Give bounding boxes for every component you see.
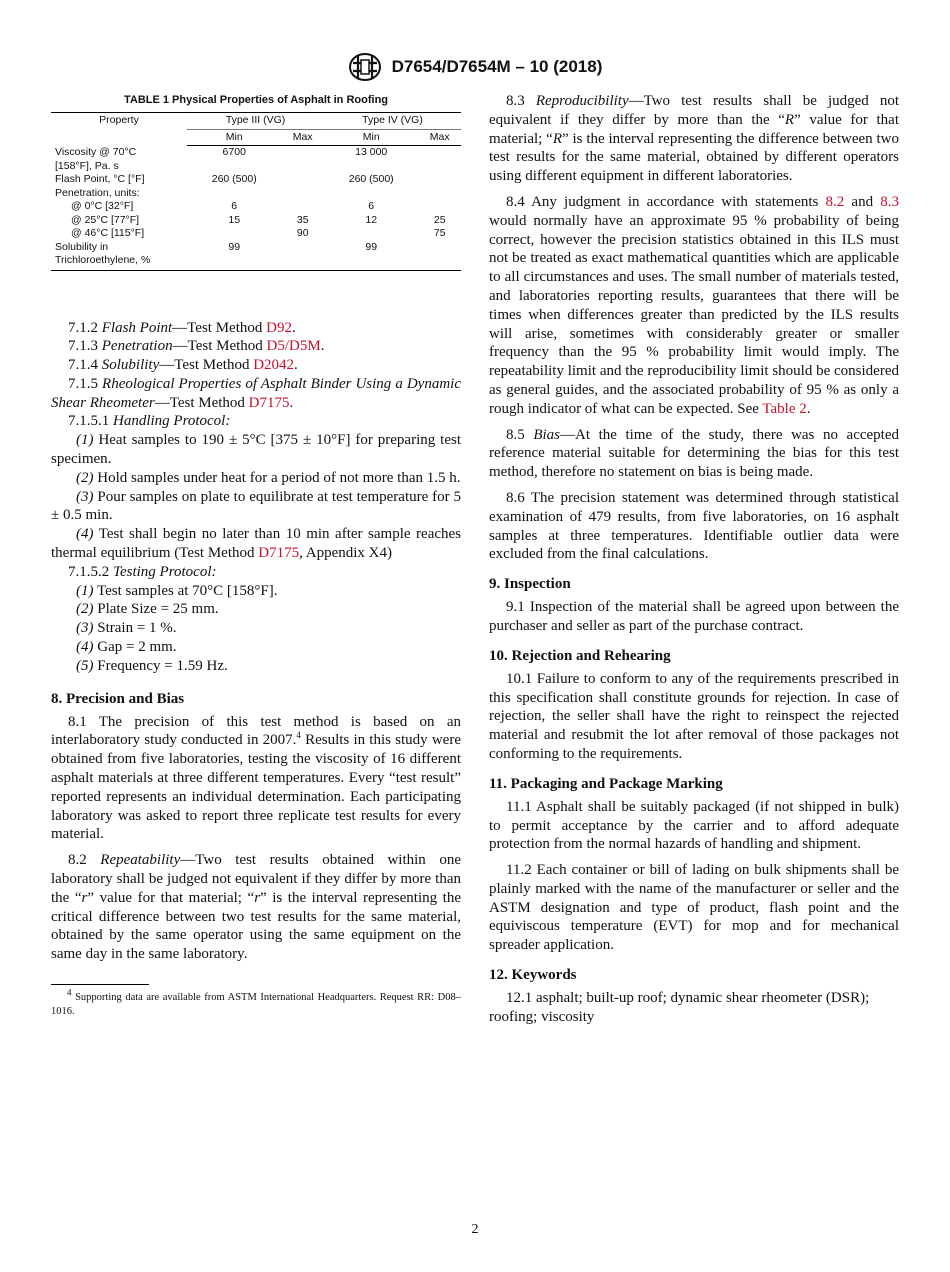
astm-logo-icon <box>348 52 382 82</box>
value-cell <box>418 200 461 214</box>
handling-step: (3) Pour samples on plate to equilibrate at test temperature for 5 ± 0.5 min. <box>51 488 461 524</box>
page-header <box>0 52 950 82</box>
ref-link[interactable]: D92 <box>266 319 292 336</box>
paragraph-11-1: 11.1 Asphalt shall be suitably packaged (if not shipped in bulk) to permit acceptance by the carrier and to afford adequate protection from the normal hazards of handling and shipment. <box>489 798 899 853</box>
properties-table <box>51 112 461 271</box>
paragraph-8-1: 8.1 The precision of this test method is based on an interlaboratory study conducted in 2007.$^4$ Results in this study were obtained from five laboratories, testing the viscosity of 16 different asphalt materials at three different temperatures. Every “test result” reported represents an individual determination. Each participating laboratory was asked to report three replicate test results for every material. <box>51 713 461 843</box>
col-group-type-iii: Type III (VG) <box>187 113 324 130</box>
value-cell <box>324 227 418 241</box>
ref-link[interactable]: D2042 <box>253 357 295 374</box>
value-cell <box>324 187 418 201</box>
handling-step: (4) Test shall begin no later than 10 min after sample reaches thermal equilibrium (Test Method D7175, Appendix X4) <box>51 526 461 562</box>
document-designation: D7654/D7654M – 10 (2018) <box>391 57 603 76</box>
section-7-1-4: 7.1.4 Solubility—Test Method D2042. <box>68 357 298 374</box>
paragraph-8-2: 8.2 Repeatability—Two test results obtained within one laboratory shall be judged not equivalent if they differ by more than the “r” value for that material; “r” is the interval representing the critical difference between two test results for the same material, obtained by the same operator using the same equipment on the same day in the same laboratory. <box>51 852 462 963</box>
col-group-type-iv: Type IV (VG) <box>324 113 461 130</box>
testing-step: (5) Frequency = 1.59 Hz. <box>76 657 228 674</box>
value-cell <box>187 227 281 241</box>
value-cell <box>418 160 461 174</box>
value-cell <box>281 200 324 214</box>
property-cell: Trichloroethylene, % <box>51 254 187 270</box>
property-cell: Solubility in <box>55 240 109 253</box>
paragraph-8-5: 8.5 Bias—At the time of the study, there was no accepted reference material suitable for determining the bias for this test method, therefore no statement on bias is being made. <box>489 426 899 481</box>
section-heading: 8. Precision and Bias <box>51 690 185 707</box>
left-column <box>51 92 461 1019</box>
value-cell <box>187 160 281 174</box>
value-cell <box>187 187 281 201</box>
testing-step: (3) Strain = 1 %. <box>76 620 177 637</box>
value-cell <box>281 187 324 201</box>
value-cell <box>418 241 461 255</box>
section-heading: 12. Keywords <box>489 967 577 984</box>
paragraph-12-1: 12.1 asphalt; built-up roof; dynamic shear rheometer (DSR); roofing; viscosity <box>489 990 870 1025</box>
value-cell: 35 <box>296 213 309 226</box>
value-cell <box>418 146 461 160</box>
subhead-min: Min <box>324 129 418 146</box>
paragraph-9-1: 9.1 Inspection of the material shall be agreed upon between the purchaser and seller as part of the purchase contract. <box>489 599 899 634</box>
value-cell: 6 <box>368 200 375 212</box>
col-header-property: Property <box>51 113 187 146</box>
property-cell: @ 46°C [115°F] <box>71 227 145 239</box>
value-cell: 99 <box>365 240 378 253</box>
value-cell: 25 <box>433 213 446 226</box>
value-cell: 6700 <box>222 146 246 158</box>
value-cell: 15 <box>228 213 241 226</box>
ref-link[interactable]: D5/D5M <box>266 338 321 355</box>
value-cell <box>324 254 418 270</box>
property-cell: Penetration, units: <box>55 186 140 199</box>
ref-link[interactable]: D7175 <box>248 394 290 411</box>
paragraph-8-6: 8.6 The precision statement was determined through statistical examination of 479 results, from five laboratories, on 16 asphalt samples at three temperatures. Identifiable outlier data were excluded from the final calculations. <box>489 489 899 563</box>
value-cell: 260 (500) <box>348 173 394 185</box>
property-cell: @ 25°C [77°F] <box>71 213 140 226</box>
value-cell: 90 <box>296 227 309 239</box>
value-cell <box>418 173 461 187</box>
value-cell: 6 <box>231 200 238 212</box>
testing-step: (2) Plate Size = 25 mm. <box>76 601 219 618</box>
value-cell: 99 <box>228 240 241 253</box>
ref-link[interactable]: 8.3 <box>880 193 899 210</box>
ref-link[interactable]: D7175 <box>258 545 300 562</box>
section-7-1-5: 7.1.5 Rheological Properties of Asphalt Binder Using a Dynamic Shear Rheometer—Test Method D7175. <box>51 375 461 411</box>
testing-step: (1) Test samples at 70°C [158°F]. <box>76 582 278 599</box>
value-cell <box>281 160 324 174</box>
value-cell: 12 <box>365 213 378 226</box>
value-cell <box>281 254 324 270</box>
value-cell <box>281 241 324 255</box>
table-ref-link[interactable]: Table 2 <box>762 400 807 417</box>
value-cell <box>281 146 324 160</box>
property-cell: [158°F], Pa. s <box>55 159 119 172</box>
handling-step: (2) Hold samples under heat for a period of not more than 1.5 h. <box>76 469 461 486</box>
page-number: 2 <box>471 1222 479 1237</box>
table-title: TABLE 1 Physical Properties of Asphalt in Roofing <box>123 94 389 106</box>
section-7-1-5-2: 7.1.5.2 Testing Protocol: <box>68 563 217 580</box>
right-column <box>489 92 899 1034</box>
section-7-1-2: 7.1.2 Flash Point—Test Method D92. <box>68 319 296 336</box>
section-7-1-3: 7.1.3 Penetration—Test Method D5/D5M. <box>68 338 325 355</box>
value-cell: 75 <box>433 227 446 239</box>
value-cell <box>418 187 461 201</box>
paragraph-11-2: 11.2 Each container or bill of lading on bulk shipments shall be plainly marked with the name of the manufacturer or seller and the ASTM designation and type of product, flash point and the equiviscous temperature (EVT) for mop and for mechanical spreader application. <box>489 862 899 954</box>
section-7-1-5-1: 7.1.5.1 Handling Protocol: <box>68 413 231 430</box>
table-row <box>51 227 461 241</box>
value-cell <box>187 254 281 270</box>
section-heading: 10. Rejection and Rehearing <box>489 647 671 664</box>
table-row <box>51 160 461 174</box>
table-row <box>51 187 461 201</box>
table-row <box>51 146 461 160</box>
table-row <box>51 254 461 270</box>
testing-step: (4) Gap = 2 mm. <box>76 639 177 656</box>
value-cell <box>418 254 461 270</box>
property-cell: Flash Point, °C [°F] <box>55 173 145 185</box>
paragraph-10-1: 10.1 Failure to conform to any of the requirements prescribed in this specification shall constitute grounds for rejection. In case of rejection, the seller shall have the right to reinspect the rejected material and resubmit the lot after removal of those packages not conforming to the requirements. <box>489 670 899 762</box>
table-row <box>51 241 461 255</box>
property-cell: @ 0°C [32°F] <box>71 200 134 212</box>
paragraph-8-4: 8.4 Any judgment in accordance with statements 8.2 and 8.3 would normally have an approximate 95 % probability of being correct, however the precision statistics obtained in this ILS must not be treated as exact mathematical quantities which are applicable to all circumstances and uses. The small number of materials tested, and laboratories reporting results, guarantees that there will be times when differences greater than predicted by the ILS results will arise, sometimes with considerably greater or smaller frequency than the 95 % probability limit would imply. The repeatability limit and the reproducibility limit should be considered as general guides, and the associated probability of 95 % as only a rough indicator of what can be expected. See Table 2. <box>489 193 899 417</box>
handling-step: (1) Heat samples to 190 ± 5°C [375 ± 10°F] for preparing test specimen. <box>51 432 462 468</box>
table-row <box>51 200 461 214</box>
footnote: $^4$ Supporting data are available from ASTM International Headquarters. Request RR: D08–1016. <box>51 987 461 1017</box>
value-cell <box>324 160 418 174</box>
value-cell: 260 (500) <box>211 173 257 185</box>
value-cell <box>281 173 324 187</box>
subhead-max: Max <box>418 129 461 146</box>
section-heading: 9. Inspection <box>489 576 571 593</box>
paragraph-8-3: 8.3 Reproducibility—Two test results shall be judged not equivalent if they differ by more than the “R” value for that material; “R” is the interval representing the difference between two test results for the same material, obtained by different operators using different equipment in different laboratories. <box>489 93 900 185</box>
subhead-max: Max <box>281 129 324 146</box>
section-heading: 11. Packaging and Package Marking <box>489 775 723 792</box>
property-cell: Viscosity @ 70°C <box>55 145 137 158</box>
subhead-min: Min <box>187 129 281 146</box>
ref-link[interactable]: 8.2 <box>825 193 845 210</box>
footnote-divider <box>51 984 149 985</box>
value-cell: 13 000 <box>355 146 388 158</box>
table-row <box>51 173 461 187</box>
table-row <box>51 214 461 228</box>
